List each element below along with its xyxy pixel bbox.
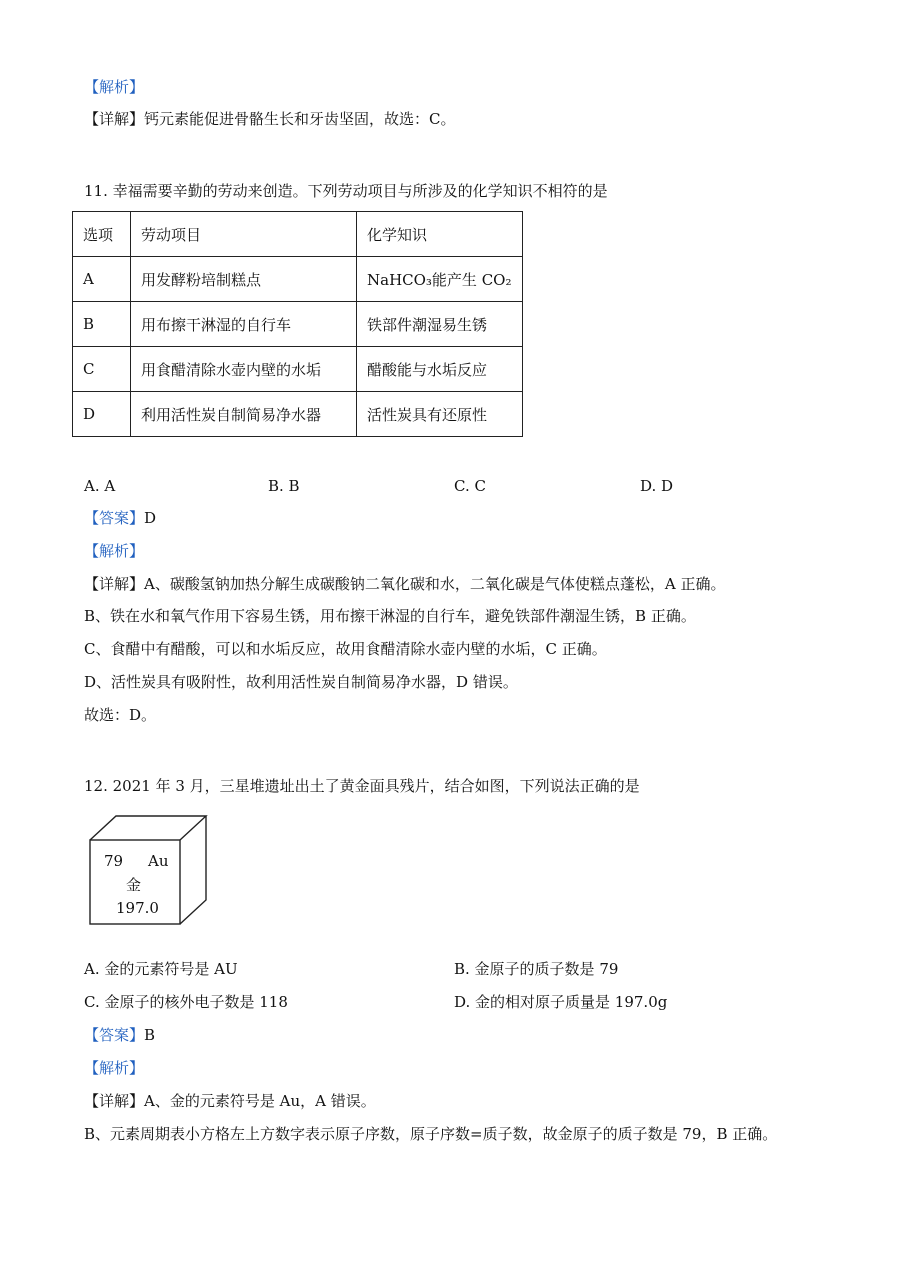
detail-text: A、碳酸氢钠加热分解生成碳酸钠二氧化碳和水，二氧化碳是气体使糕点蓬松，A 正确。 (144, 575, 726, 593)
question-11-stem: 11. 幸福需要辛勤的劳动来创造。下列劳动项目与所涉及的化学知识不相符的是 (84, 182, 608, 200)
table-row (73, 302, 523, 347)
element-name: 金 (126, 876, 142, 894)
table-cell: B (73, 302, 131, 347)
answer-value: B (144, 1026, 156, 1044)
table-cell: 利用活性炭自制简易净水器 (131, 392, 357, 437)
table-header-row (73, 212, 523, 257)
detail-line: C、食醋中有醋酸，可以和水垢反应，故用食醋清除水壶内壁的水垢，C 正确。 (84, 640, 607, 658)
table-cell: 活性炭具有还原性 (357, 392, 523, 437)
table-row (73, 257, 523, 302)
detail-line: B、铁在水和氧气作用下容易生锈，用布擦干淋湿的自行车，避免铁部件潮湿生锈，B 正确。 (84, 607, 696, 625)
option-d: D. 金的相对原子质量是 197.0g (454, 993, 668, 1011)
table-row (73, 347, 523, 392)
option-c: C. C (454, 477, 486, 495)
detail-line: B、元素周期表小方格左上方数字表示原子序数，原子序数=质子数，故金原子的质子数是 79，B 正确。 (84, 1125, 778, 1143)
option-d: D. D (640, 477, 674, 495)
table-cell: 醋酸能与水垢反应 (357, 347, 523, 392)
table-cell: 铁部件潮湿易生锈 (357, 302, 523, 347)
analysis-label: 【解析】 (84, 542, 145, 560)
table-cell: NaHCO₃能产生 CO₂ (357, 257, 523, 302)
element-box-figure (88, 814, 210, 926)
answer-label: 【答案】 (84, 509, 145, 527)
detail-label: 【详解】 (84, 575, 145, 593)
answer-value: D (144, 509, 157, 527)
detail-line: 故选：D。 (84, 706, 157, 724)
table-header-cell: 选项 (73, 212, 131, 257)
question-11-table (72, 211, 523, 437)
detail-line (84, 573, 725, 595)
detail-label: 【详解】 (84, 110, 145, 128)
atomic-number: 79 (104, 852, 124, 870)
analysis-label: 【解析】 (84, 78, 145, 96)
detail-text: A、金的元素符号是 Au，A 错误。 (144, 1092, 376, 1110)
table-cell: C (73, 347, 131, 392)
detail-line: D、活性炭具有吸附性，故利用活性炭自制简易净水器，D 错误。 (84, 673, 518, 691)
option-b: B. 金原子的质子数是 79 (454, 960, 619, 978)
detail-line (84, 1090, 376, 1112)
table-cell: 用发酵粉培制糕点 (131, 257, 357, 302)
question-12-stem: 12. 2021 年 3 月，三星堆遗址出土了黄金面具残片，结合如图，下列说法正确的是 (84, 777, 640, 795)
table-header-cell: 化学知识 (357, 212, 523, 257)
detail-text: 钙元素能促进骨骼生长和牙齿坚固，故选：C。 (144, 110, 456, 128)
table-row (73, 392, 523, 437)
answer-line (84, 507, 156, 529)
table-cell: A (73, 257, 131, 302)
table-cell: 用布擦干淋湿的自行车 (131, 302, 357, 347)
option-c: C. 金原子的核外电子数是 118 (84, 993, 288, 1011)
table-cell: 用食醋清除水壶内壁的水垢 (131, 347, 357, 392)
answer-label: 【答案】 (84, 1026, 145, 1044)
table-header-cell: 劳动项目 (131, 212, 357, 257)
option-b: B. B (268, 477, 300, 495)
element-symbol: Au (148, 852, 169, 870)
answer-line (84, 1024, 155, 1046)
detail-label: 【详解】 (84, 1092, 145, 1110)
option-a: A. 金的元素符号是 AU (84, 960, 238, 978)
analysis-label: 【解析】 (84, 1059, 145, 1077)
atomic-mass: 197.0 (116, 899, 159, 917)
detail-paragraph (84, 108, 456, 130)
option-a: A. A (84, 477, 116, 495)
table-cell: D (73, 392, 131, 437)
